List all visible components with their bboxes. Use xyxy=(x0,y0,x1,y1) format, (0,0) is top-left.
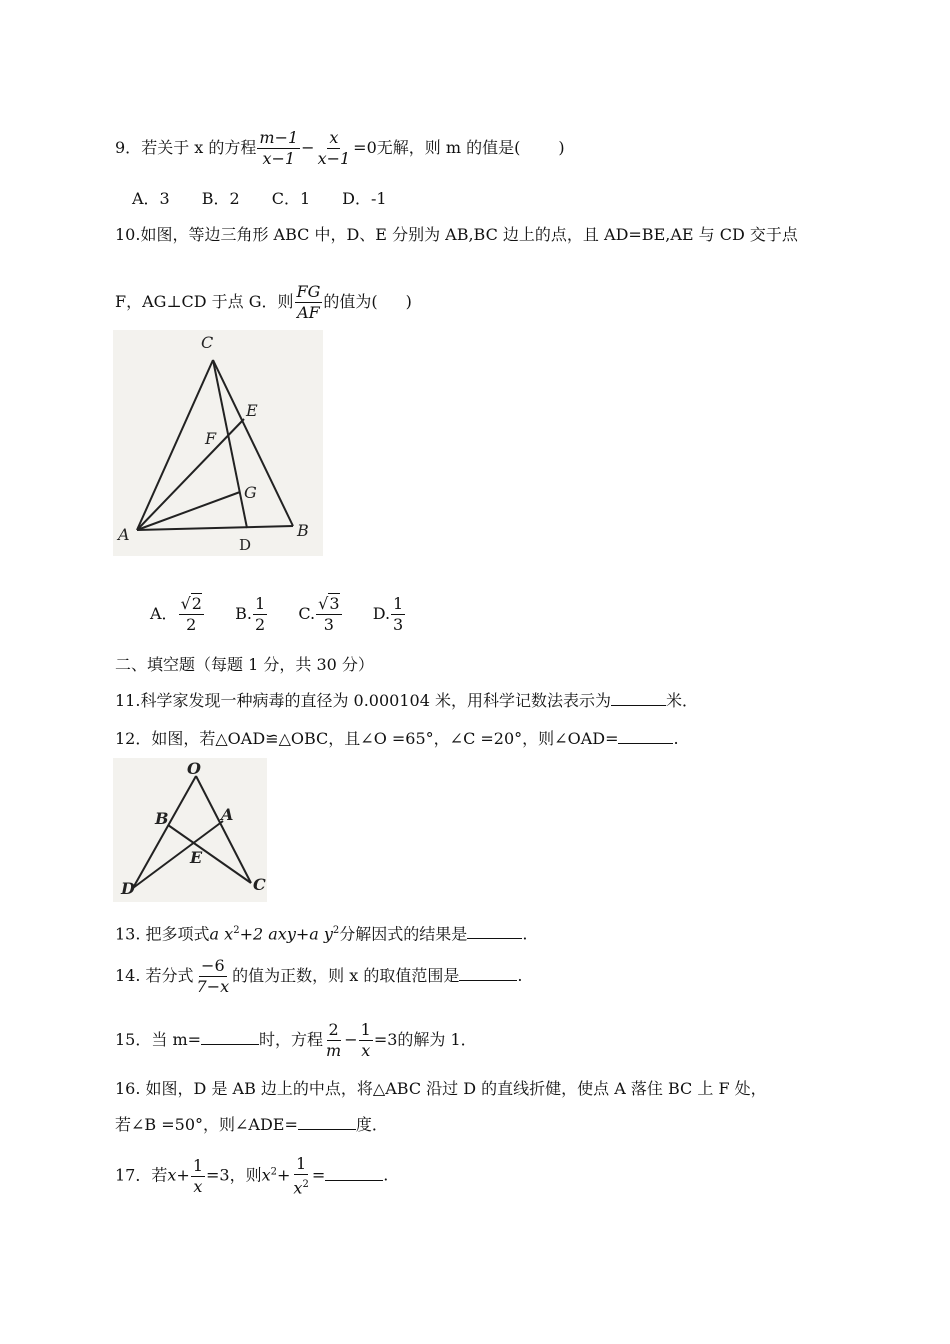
q12-answer-blank[interactable] xyxy=(618,729,673,744)
q14-fraction: $\frac{-6}{7-x}$ xyxy=(196,956,230,996)
label-a: A xyxy=(118,525,130,544)
triangle-oad-diagram xyxy=(113,758,267,902)
q10-option-a-fraction: $\frac{√2}{2}$ xyxy=(180,594,202,634)
q10-line-2 xyxy=(115,282,412,323)
q10-line2-tail: 的值为( xyxy=(323,292,378,311)
q14-answer-blank[interactable] xyxy=(459,966,517,981)
label-d: D xyxy=(239,536,252,554)
label-c: C xyxy=(201,333,214,352)
label-o: O xyxy=(187,759,201,778)
q9-minus: − xyxy=(301,138,315,157)
q9-number: 9． xyxy=(115,138,142,157)
q10-line-1: 10.如图，等边三角形 ABC 中，D、E 分别为 AB,BC 边上的点，且 AD=BE,AE 与 CD 交于点 xyxy=(115,225,798,244)
q9-fraction-1: $\frac{m-1}{x-1}$ xyxy=(259,128,299,168)
q10-option-c-label: C. xyxy=(298,604,316,623)
label-b2: B xyxy=(155,809,169,828)
question-13: 13. 把多项式a $x^2+2$ axy+a $y^2$分解因式的结果是 . xyxy=(115,924,528,944)
label-b: B xyxy=(297,521,309,540)
q15-answer-blank[interactable] xyxy=(201,1030,259,1045)
q10-option-a-label: A． xyxy=(150,604,178,623)
q9-lead: 若关于 x 的方程 xyxy=(141,138,257,157)
section-2-title: 二、填空题（每题 1 分，共 30 分） xyxy=(115,655,374,674)
q10-options xyxy=(150,594,406,635)
label-d2: D xyxy=(121,879,135,898)
question-16: 若∠B =50°，则∠ADE= 度． xyxy=(115,1115,388,1134)
label-g: G xyxy=(244,483,257,502)
q10-option-d-fraction: $\frac{1}{3}$ xyxy=(393,594,404,634)
q9-option-d: D．-1 xyxy=(342,189,387,208)
question-14: 14. 若分式 $\frac{-6}{7-x}$ 的值为正数，则 x 的取值范围是 . xyxy=(115,956,523,996)
question-11: 11.科学家发现一种病毒的直径为 0.000104 米，用科学记数法表示为 米． xyxy=(115,691,698,710)
q11-answer-blank[interactable] xyxy=(611,691,666,706)
triangle-oad-figure xyxy=(113,758,267,902)
triangle-abc-figure xyxy=(113,330,323,556)
q17-answer-blank[interactable] xyxy=(325,1166,383,1181)
label-a2: A xyxy=(221,805,234,824)
label-e2: E xyxy=(190,848,203,867)
q9-option-c: C．1 xyxy=(271,189,311,208)
triangle-abc-diagram xyxy=(113,330,323,556)
q10-option-b-fraction: $\frac{1}{2}$ xyxy=(254,594,266,634)
label-f: F xyxy=(205,429,217,448)
q15-fraction-2: $\frac{1}{x}$ xyxy=(360,1020,371,1060)
q9-options xyxy=(132,188,419,210)
q10-option-b-label: B. xyxy=(235,604,252,623)
q17-fraction-1: $\frac{1}{x}$ xyxy=(192,1155,203,1196)
q10-line2-lead: F，AG⊥CD 于点 G．则 xyxy=(115,292,294,311)
q9-fraction-2: $\frac{x}{x-1}$ xyxy=(317,128,351,168)
q10-option-c-fraction: $\frac{√3}{3}$ xyxy=(318,594,340,634)
q9-option-b: B．2 xyxy=(201,189,240,208)
q9-option-a: A．3 xyxy=(132,189,170,208)
q17-fraction-2: $\frac{1}{x^2}$ xyxy=(293,1154,309,1198)
q16-answer-blank[interactable] xyxy=(298,1115,356,1130)
question-15: 15．当 m= 时，方程 $\frac{2}{m}$ − $\frac{1}{x}$ =3的解为 1． xyxy=(115,1020,477,1060)
q16-line-1: 16. 如图，D 是 AB 边上的中点，将△ABC 沿过 D 的直线折健，使点 A 落住 BC 上 F 处， xyxy=(115,1079,767,1098)
q10-close-paren: ) xyxy=(405,292,412,311)
q9-equation-tail: =0无解，则 m 的值是( xyxy=(353,138,521,157)
question-12: 12．如图，若△OAD≌△OBC，且∠O =65°，∠C =20°，则∠OAD= . xyxy=(115,729,679,748)
question-17: 17．若x+ $\frac{1}{x}$ =3，则$x^2+$ $\frac{1}{x^2}$ = . xyxy=(115,1154,389,1198)
q13-answer-blank[interactable] xyxy=(467,924,522,939)
q10-option-d-label: D. xyxy=(372,604,391,623)
q15-fraction-1: $\frac{2}{m}$ xyxy=(326,1020,342,1060)
q9-close-paren: ) xyxy=(558,138,565,157)
label-c2: C xyxy=(253,875,266,894)
label-e: E xyxy=(246,401,258,420)
q10-fraction: $\frac{FG}{AF}$ xyxy=(296,282,321,322)
question-9 xyxy=(115,128,565,169)
